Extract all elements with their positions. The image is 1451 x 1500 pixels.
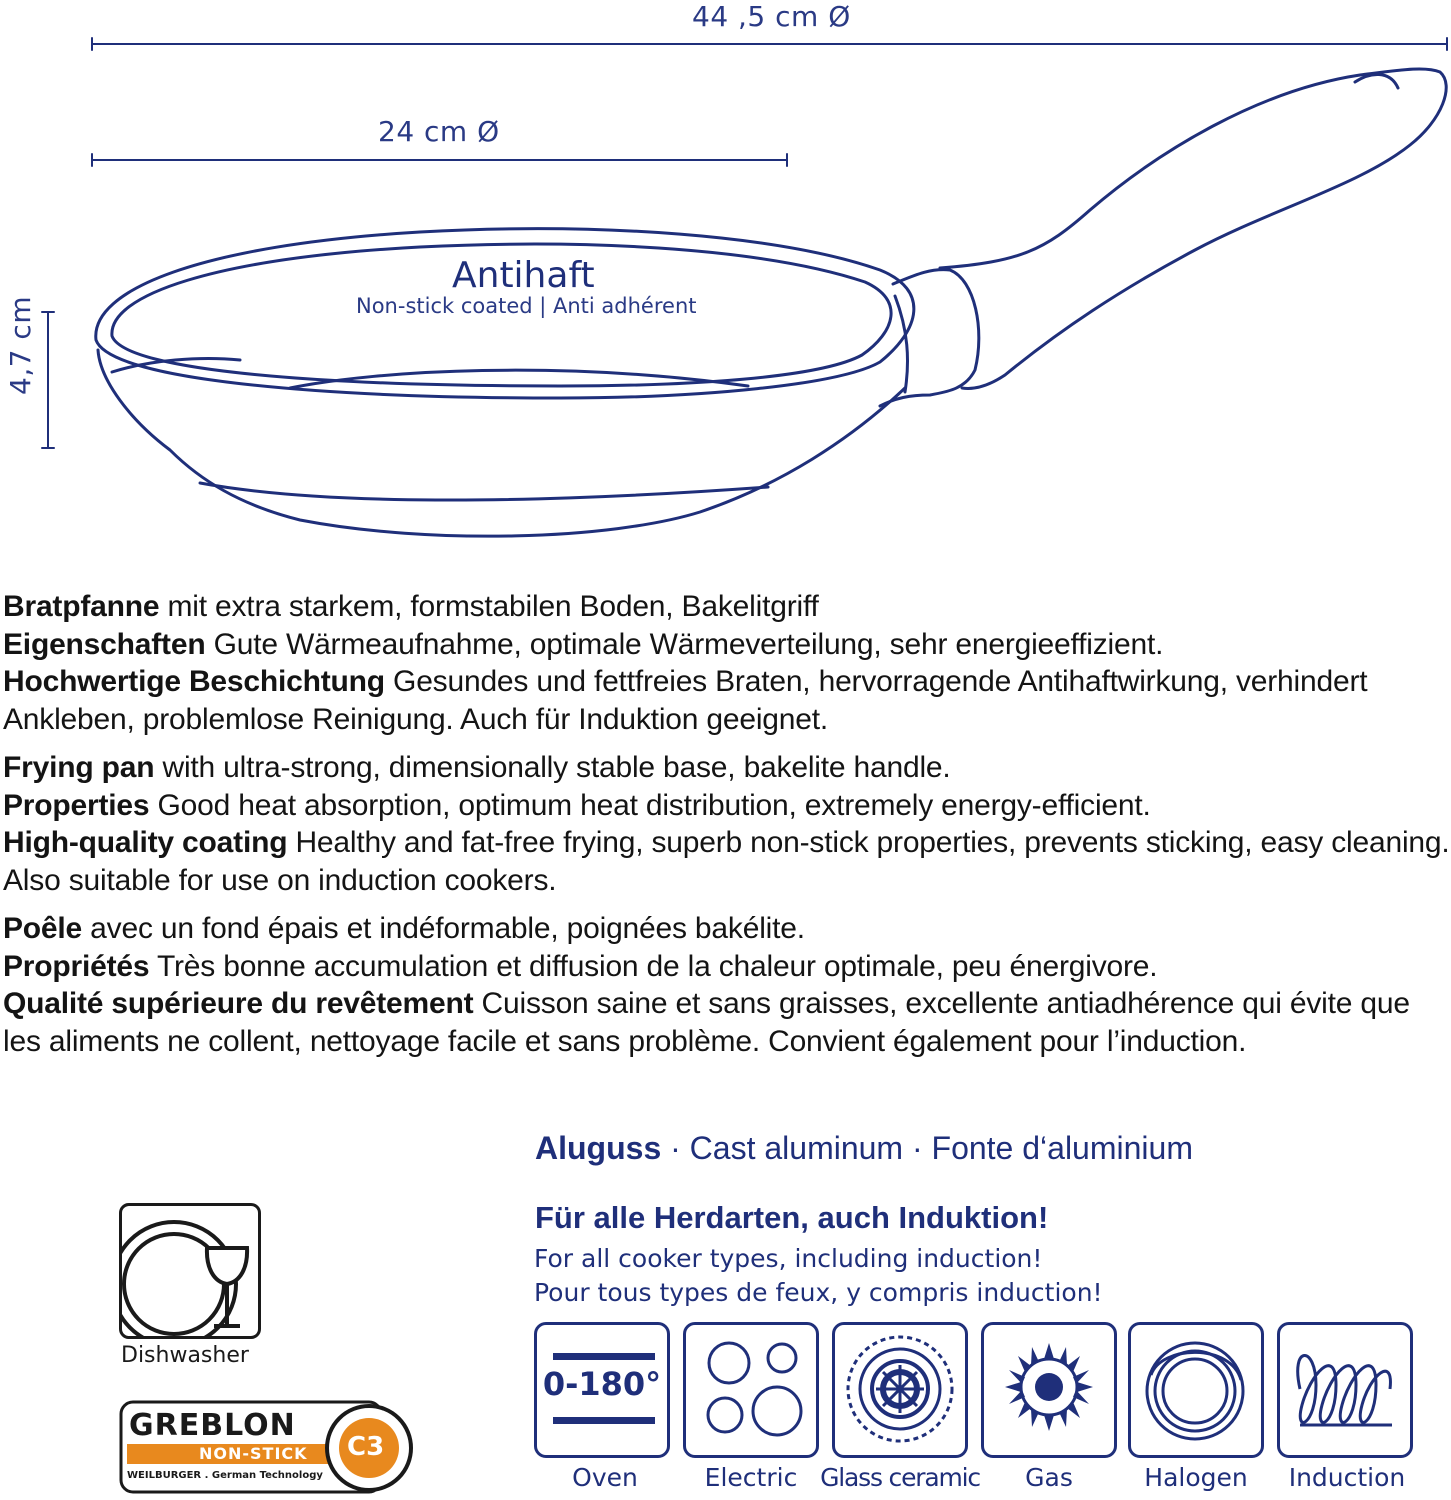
induction-icon [1277,1322,1413,1458]
fr-p2-heading: Propriétés [3,949,150,983]
en-p1-text: with ultra-strong, dimensionally stable base, bakelite handle. [154,751,951,784]
de-p3-text: Gesundes und fettfreies Braten, hervorragende Antihaftwirkung, verhindert Ankleben, problemlose Reinigung. Auch für Induktion geeignet. [3,665,1368,736]
diameter-dimension-line [92,154,787,166]
pan-diagram [0,0,1451,580]
de-p2-heading: Eigenschaften [3,627,206,661]
height-label: 4,7 cm [4,295,37,395]
dishwasher-icon [119,1203,261,1339]
handle-collar [880,270,979,406]
cooker-label-glass-ceramic: Glass ceramic [820,1463,980,1492]
dishwasher-label: Dishwasher [121,1343,249,1368]
greblon-brand: GREBLON [129,1408,296,1443]
description-en [3,749,1451,899]
en-p3-heading: High-quality coating [3,826,288,859]
greblon-subtitle: NON-STICK [199,1444,308,1463]
description-fr [3,910,1451,1060]
en-p2-text: Good heat absorption, optimum heat distribution, extremely energy-efficient. [149,788,1151,822]
gas-flame-icon [981,1322,1117,1458]
material-bold: Aluguss [535,1130,662,1166]
cooker-label-oven: Oven [572,1463,638,1492]
greblon-tagline: WEILBURGER . German Technology [127,1470,323,1481]
en-p2-heading: Properties [3,788,150,822]
en-p1-heading: Frying pan [3,751,155,784]
oven-icon [534,1322,670,1458]
material-line [535,1130,1193,1167]
pan-base [200,483,768,500]
cooker-label-electric: Electric [704,1463,798,1492]
total-length-label: 44 ,5 cm Ø [692,0,851,33]
fr-p3-text: Cuisson saine et sans graisses, excellente antiadhérence qui évite que les aliments ne collent, nettoyage facile et sans problème. Convient également pour l’induction. [3,987,1410,1058]
de-p1-heading: Bratpfanne [3,590,160,623]
material-rest: · Cast aluminum · Fonte d‘aluminium [661,1130,1193,1166]
de-p3-heading: Hochwertige Beschichtung [3,665,385,698]
fr-p1-text: avec un fond épais et indéformable, poignées bakélite. [82,912,805,945]
greblon-logo [119,1400,417,1496]
description-de [3,588,1451,738]
pan-body [98,350,905,536]
height-dimension-line [42,312,54,448]
cooker-heading-de: Für alle Herdarten, auch Induktion! [535,1200,1049,1235]
fr-p1-heading: Poêle [3,912,83,945]
diameter-label: 24 cm Ø [378,115,500,148]
electric-hob-icon [683,1322,819,1458]
cooker-label-halogen: Halogen [1144,1463,1248,1492]
coating-title: Antihaft [452,255,595,296]
de-p1-text: mit extra starkem, formstabilen Boden, Bakelitgriff [159,590,819,623]
total-length-dimension-line [92,38,1447,50]
en-p3-text: Healthy and fat-free frying, superb non-stick properties, prevents sticking, easy cleaning. Also suitable for use on induction cookers. [3,826,1450,897]
cooker-label-induction: Induction [1288,1463,1406,1492]
fr-p2-text: Très bonne accumulation et diffusion de la chaleur optimale, peu énergivore. [149,949,1158,983]
cooker-label-gas: Gas [1025,1463,1073,1492]
coating-subtitle: Non-stick coated | Anti adhérent [356,294,697,318]
oven-temperature: 0-180° [542,1365,662,1403]
pan-handle [940,69,1446,388]
cooker-heading-fr: Pour tous types de feux, y compris induction! [534,1278,1103,1307]
fr-p3-heading: Qualité supérieure du revêtement [3,987,474,1020]
greblon-grade: C3 [347,1432,385,1462]
glass-ceramic-icon [832,1322,968,1458]
cooker-heading-en: For all cooker types, including induction! [534,1244,1043,1273]
de-p2-text: Gute Wärmeaufnahme, optimale Wärmeverteilung, sehr energieeffizient. [205,627,1164,661]
halogen-icon [1128,1322,1264,1458]
